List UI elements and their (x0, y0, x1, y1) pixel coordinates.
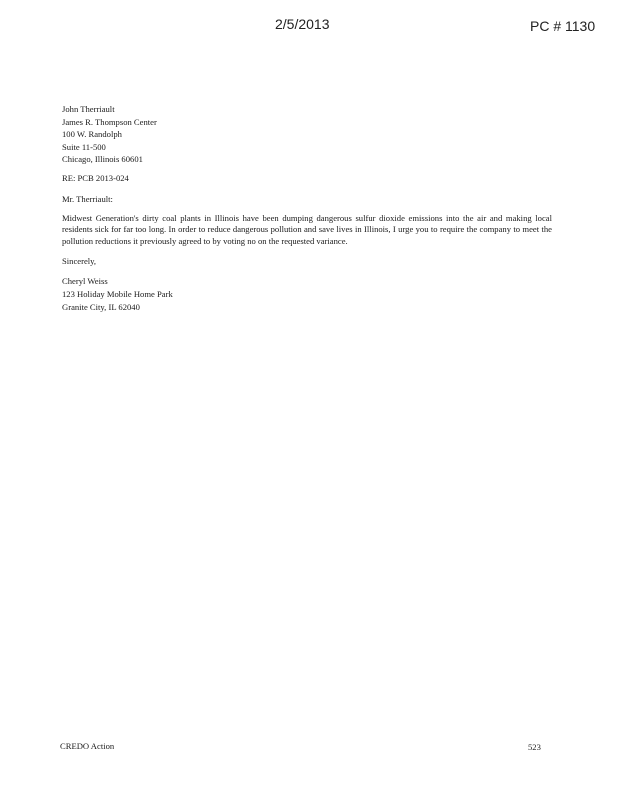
footer-page-number: 523 (528, 742, 541, 752)
signer-name: Cheryl Weiss (62, 276, 108, 287)
closing: Sincerely, (62, 255, 97, 266)
public-comment-number: PC # 1130 (530, 18, 596, 34)
letter-body (62, 103, 552, 313)
recipient-address (62, 103, 552, 166)
recipient-name: John Therriault (62, 104, 115, 114)
recipient-suite: Suite 11-500 (62, 141, 106, 152)
document-date: 2/5/2013 (275, 16, 330, 32)
recipient-city: Chicago, Illinois 60601 (62, 154, 143, 165)
salutation: Mr. Therriault: (62, 193, 113, 204)
signature-block (62, 275, 552, 313)
signer-city: Granite City, IL 62040 (62, 301, 140, 312)
footer-organization: CREDO Action (60, 741, 115, 751)
letter-paragraph: Midwest Generation's dirty coal plants in Illinois have been dumping dangerous sulfur dioxide emissions into the air and making local residents sick for far too long. In order to reduce dangerous pollution and save lives in Illinois, I urge you to require the company to meet the pollution reductions it previously agreed to by voting no on the requested variance. (62, 213, 552, 246)
recipient-street: 100 W. Randolph (62, 129, 122, 140)
recipient-building: James R. Thompson Center (62, 116, 157, 127)
signer-street: 123 Holiday Mobile Home Park (62, 288, 173, 299)
re-line: RE: PCB 2013-024 (62, 172, 129, 183)
